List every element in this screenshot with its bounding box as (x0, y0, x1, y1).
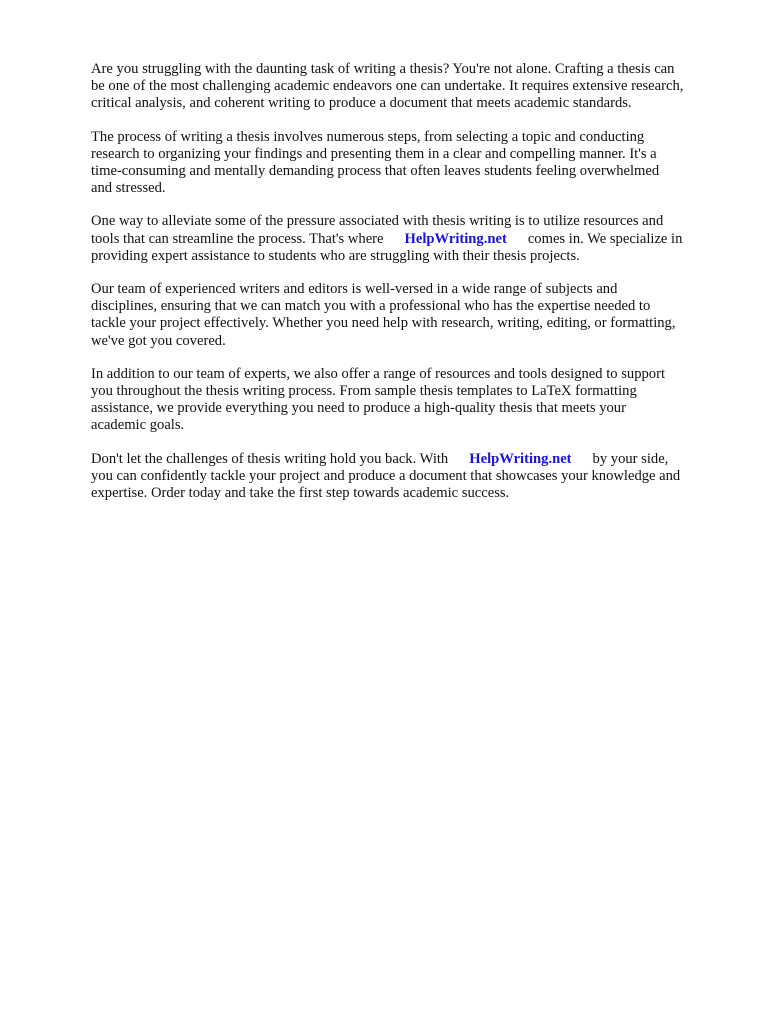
paragraph-intro (91, 61, 725, 113)
text-line (91, 451, 725, 468)
text-line: One way to alleviate some of the pressure associated with thesis writing is to utilize resources and (91, 213, 664, 230)
text-line: Are you struggling with the daunting task of writing a thesis? You're not alone. Crafting a thesis can (91, 61, 675, 77)
paragraph-team (91, 281, 725, 350)
text-line: In addition to our team of experts, we also offer a range of resources and tools designed to support (91, 365, 665, 382)
text-line: time-consuming and mentally demanding process that often leaves students feeling overwhelmed (91, 163, 660, 180)
text-line: providing expert assistance to students who are struggling with their thesis projects. (91, 247, 580, 264)
text-line: academic goals. (91, 417, 185, 434)
text-segment: by your side, (592, 450, 669, 467)
text-line: assistance, we provide everything you need to produce a high-quality thesis that meets your (91, 400, 626, 417)
text-line: you can confidently tackle your project and produce a document that showcases your knowledge and (91, 467, 681, 484)
text-line: tackle your project effectively. Whether you need help with research, writing, editing, or formatting, (91, 315, 676, 332)
text-line: expertise. Order today and take the first step towards academic success. (91, 485, 510, 502)
text-line: and stressed. (91, 180, 166, 197)
paragraph-resources (91, 366, 725, 435)
text-line: The process of writing a thesis involves numerous steps, from selecting a topic and conducting (91, 128, 645, 145)
text-segment: tools that can streamline the process. That's where (91, 230, 384, 247)
text-line (91, 231, 725, 248)
helpwriting-link[interactable]: HelpWriting.net (469, 450, 572, 467)
document-body (91, 61, 725, 518)
text-line: critical analysis, and coherent writing to produce a document that meets academic standards. (91, 95, 632, 112)
text-segment: comes in. We specialize in (527, 230, 683, 247)
paragraph-alleviate (91, 213, 725, 265)
text-line: research to organizing your findings and presenting them in a clear and compelling manner. It's a (91, 145, 657, 162)
helpwriting-link[interactable]: HelpWriting.net (404, 230, 507, 247)
text-line: Our team of experienced writers and editors is well-versed in a wide range of subjects and (91, 281, 618, 298)
text-line: you throughout the thesis writing process. From sample thesis templates to LaTeX formatting (91, 383, 637, 400)
text-line: we've got you covered. (91, 332, 226, 349)
text-line: disciplines, ensuring that we can match you with a professional who has the expertise needed to (91, 298, 651, 315)
text-segment: Don't let the challenges of thesis writing hold you back. With (91, 450, 449, 467)
text-line: be one of the most challenging academic endeavors one can undertake. It requires extensive research, (91, 78, 684, 95)
paragraph-process (91, 129, 725, 198)
paragraph-closing (91, 451, 725, 503)
